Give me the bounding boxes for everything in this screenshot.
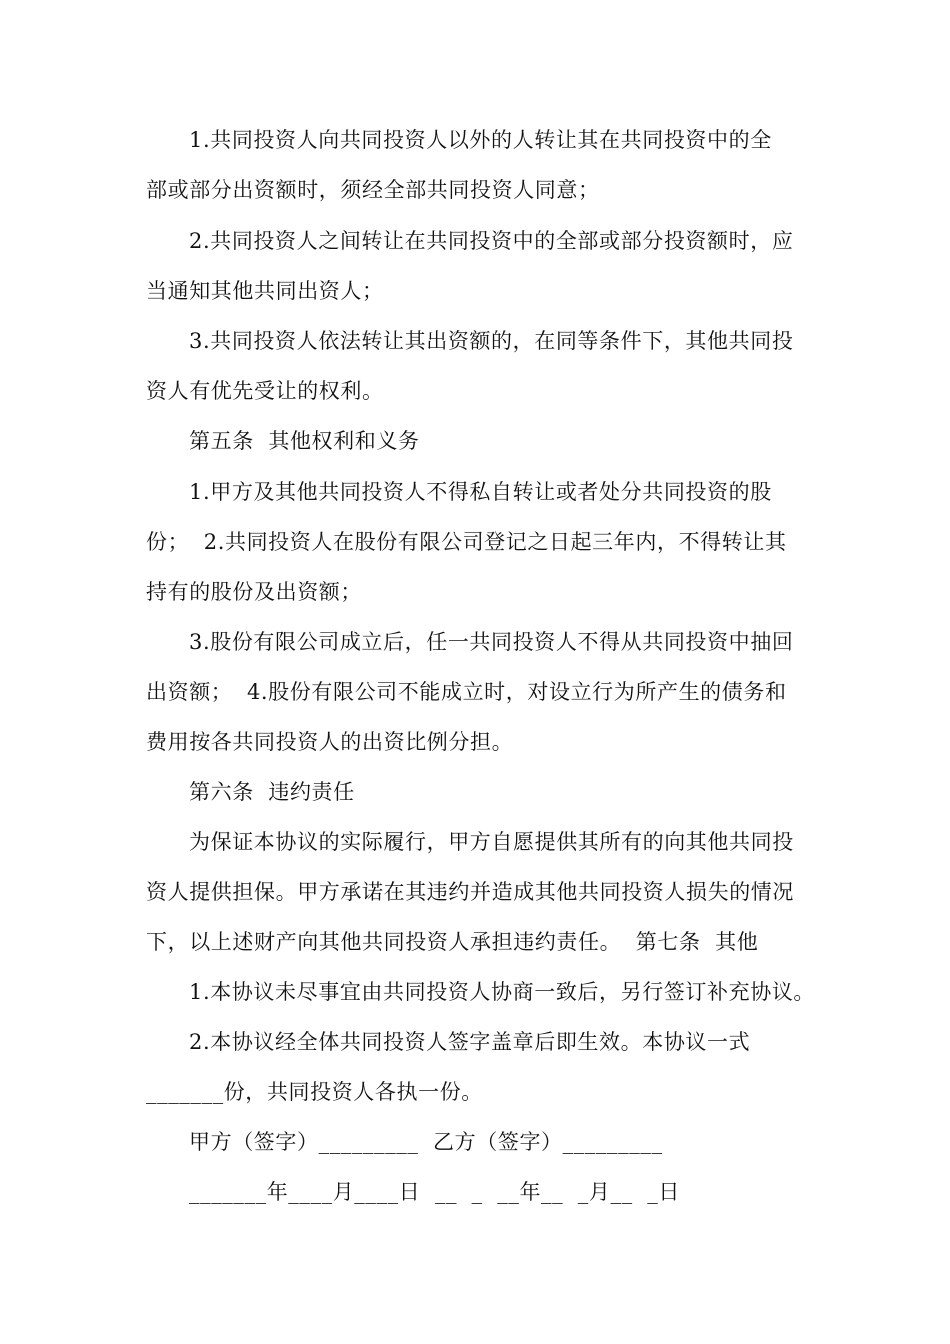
paragraph-line: 2.本协议经全体共同投资人签字盖章后即生效。本协议一式 bbox=[189, 1030, 751, 1054]
paragraph-line: 当通知其他共同出资人； bbox=[146, 279, 384, 303]
paragraph-line: 资人提供担保。甲方承诺在其违约并造成其他共同投资人损失的情况 bbox=[146, 880, 794, 904]
paragraph-line: 费用按各共同投资人的出资比例分担。 bbox=[146, 730, 514, 754]
paragraph-line: 3.共同投资人依法转让其出资额的，在同等条件下，其他共同投 bbox=[189, 329, 794, 353]
paragraph-line: 出资额； 4.股份有限公司不能成立时，对设立行为所产生的债务和 bbox=[146, 680, 787, 704]
paragraph-line: 部或部分出资额时，须经全部共同投资人同意； bbox=[146, 178, 600, 202]
paragraph-line: 下，以上述财产向其他共同投资人承担违约责任。 第七条 其他 bbox=[146, 930, 759, 954]
date-line: _______年____月____日 __ _ __年__ _月__ _日 bbox=[189, 1180, 680, 1204]
paragraph-line: 为保证本协议的实际履行，甲方自愿提供其所有的向其他共同投 bbox=[189, 830, 794, 854]
paragraph-line: 2.共同投资人之间转让在共同投资中的全部或部分投资额时，应 bbox=[189, 229, 794, 253]
section-heading: 第六条 违约责任 bbox=[189, 780, 355, 804]
section-heading: 第五条 其他权利和义务 bbox=[189, 429, 420, 453]
paragraph-line: 1.本协议未尽事宜由共同投资人协商一致后，另行签订补充协议。 bbox=[189, 980, 816, 1004]
paragraph-line: 1.共同投资人向共同投资人以外的人转让其在共同投资中的全 bbox=[189, 128, 772, 152]
paragraph-line: 1.甲方及其他共同投资人不得私自转让或者处分共同投资的股 bbox=[189, 480, 772, 504]
paragraph-line: _______份，共同投资人各执一份。 bbox=[146, 1080, 483, 1104]
paragraph-line: 3.股份有限公司成立后，任一共同投资人不得从共同投资中抽回 bbox=[189, 630, 794, 654]
signature-line: 甲方（签字）_________ 乙方（签字）_________ bbox=[189, 1130, 663, 1154]
paragraph-line: 持有的股份及出资额； bbox=[146, 580, 362, 604]
paragraph-line: 份； 2.共同投资人在股份有限公司登记之日起三年内，不得转让其 bbox=[146, 530, 787, 554]
paragraph-line: 资人有优先受让的权利。 bbox=[146, 379, 384, 403]
